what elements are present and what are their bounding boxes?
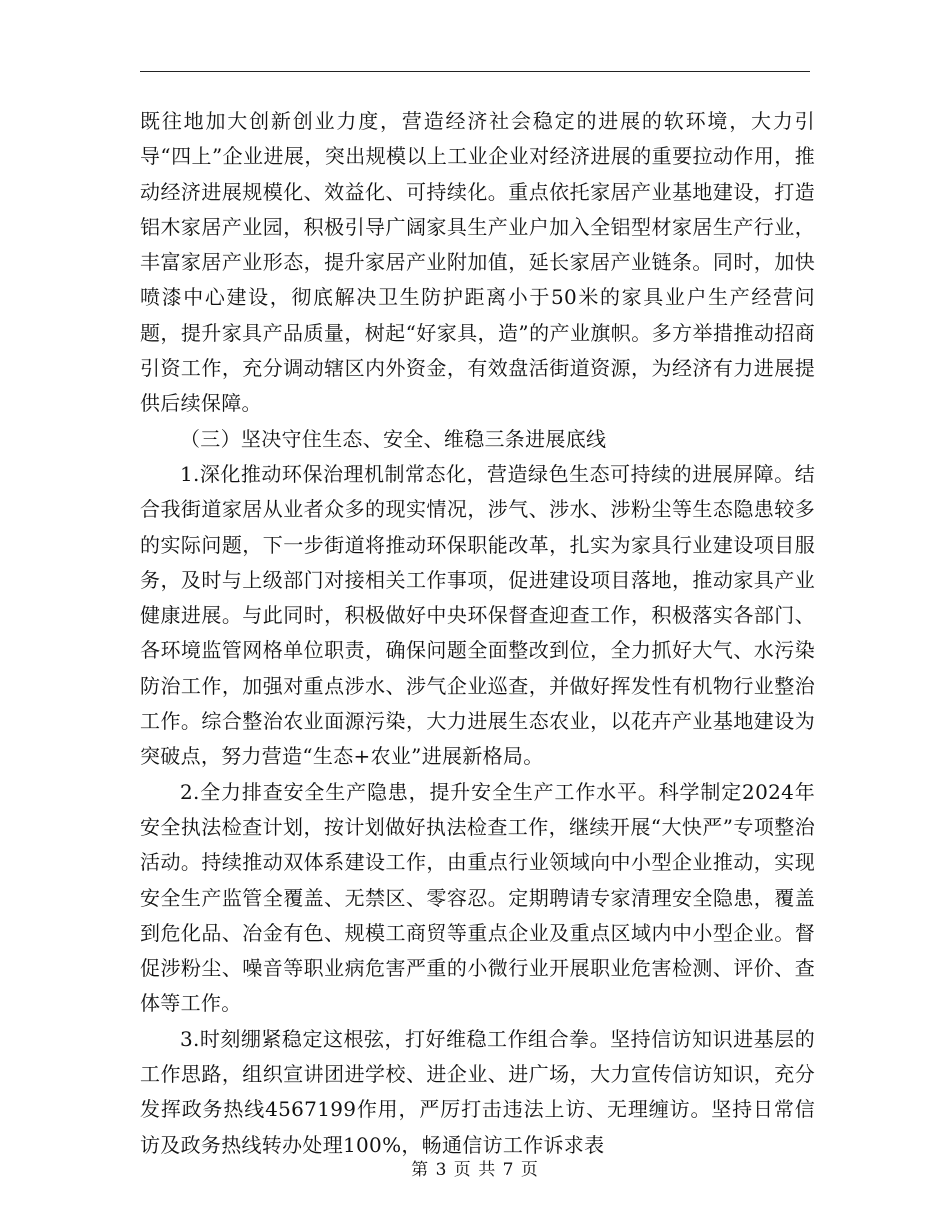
paragraph-item-3: 3.时刻绷紧稳定这根弦，打好维稳工作组合拳。坚持信访知识进基层的工作思路，组织宣讲团进学校、进企业、进广场，大力宣传信访知识，充分发挥政务热线4567199作用，严厉打击违法上访、无理缠访。坚持日常信访及政务热线转办处理100%，畅通信访工作诉求表: [140, 1026, 815, 1157]
document-body: [140, 104, 815, 1163]
header-rule: [140, 71, 810, 72]
paragraph-item-2: 2.全力排查安全生产隐患，提升安全生产工作水平。科学制定2024年安全执法检查计划，按计划做好执法检查工作，继续开展“大快严”专项整治活动。持续推动双体系建设工作，由重点行业领域向中小型企业推动，实现安全生产监管全覆盖、无禁区、零容忍。定期聘请专家清理安全隐患，覆盖到危化品、冶金有色、规模工商贸等重点企业及重点区域内中小型企业。督促涉粉尘、噪音等职业病危害严重的小微行业开展职业危害检测、评价、查体等工作。: [140, 779, 815, 1016]
paragraph-item-1: 1.深化推动环保治理机制常态化，营造绿色生态可持续的进展屏障。结合我街道家居从业者众多的现实情况，涉气、涉水、涉粉尘等生态隐患较多的实际问题，下一步街道将推动环保职能改革，扎实为家具行业建设项目服务，及时与上级部门对接相关工作事项，促进建设项目落地，推动家具产业健康进展。与此同时，积极做好中央环保督查迎查工作，积极落实各部门、各环境监管网格单位职责，确保问题全面整改到位，全力抓好大气、水污染防治工作，加强对重点涉水、涉气企业巡查，并做好挥发性有机物行业整治工作。综合整治农业面源污染，大力进展生态农业，以花卉产业基地建设为突破点，努力营造“生态+农业”进展新格局。: [140, 461, 815, 769]
page-number-footer: 第 3 页 共 7 页: [411, 1160, 539, 1180]
section-heading-three: （三）坚决守住生态、安全、维稳三条进展底线: [180, 426, 607, 451]
paragraph-continuation: 既往地加大创新创业力度，营造经济社会稳定的进展的软环境，大力引导“四上”企业进展，突出规模以上工业企业对经济进展的重要拉动作用，推动经济进展规模化、效益化、可持续化。重点依托家居产业基地建设，打造铝木家居产业园，积极引导广阔家具生产业户加入全铝型材家居生产行业，丰富家居产业形态，提升家居产业附加值，延长家居产业链条。同时，加快喷漆中心建设，彻底解决卫生防护距离小于50米的家具业户生产经营问题，提升家具产品质量，树起“好家具，造”的产业旗帜。多方举措推动招商引资工作，充分调动辖区内外资金，有效盘活街道资源，为经济有力进展提供后续保障。: [140, 109, 815, 416]
